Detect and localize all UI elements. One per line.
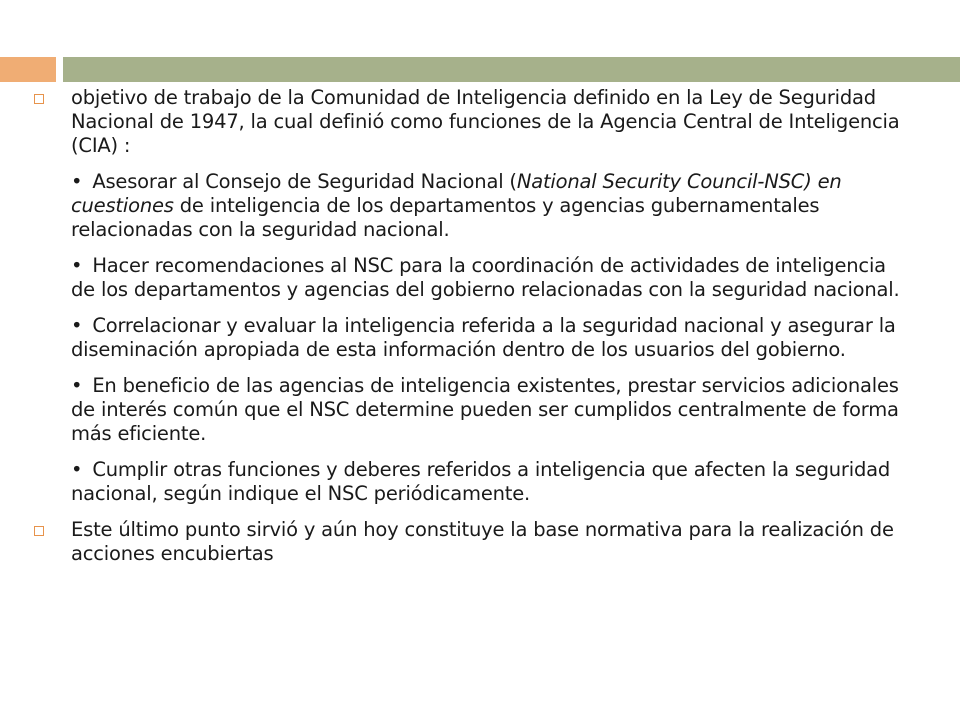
square-bullet-icon (34, 94, 44, 104)
dot-marker: • (71, 374, 83, 397)
sub-item-4 (34, 374, 914, 446)
sub-item-text: En beneficio de las agencias de inteligencia existentes, prestar servicios adicionales de interés común que el NSC determine pueden ser cumplidos centralmente de forma más eficiente. (71, 374, 899, 445)
bullet-item-1 (34, 86, 914, 158)
square-bullet-icon (34, 526, 44, 536)
dot-marker: • (71, 314, 83, 337)
sub-item-text-cont: de inteligencia de los departamentos y agencias gubernamentales relacionadas con la seguridad nacional. (71, 194, 820, 241)
sub-item-5 (34, 458, 914, 506)
slide-body (34, 86, 914, 566)
sub-item-text: Asesorar al Consejo de Seguridad Nacional ( (92, 170, 517, 193)
dot-marker: • (71, 458, 83, 481)
sub-item-text: Hacer recomendaciones al NSC para la coordinación de actividades de inteligencia de los departamentos y agencias del gobierno relacionadas con la seguridad nacional. (71, 254, 900, 301)
sub-item-1 (34, 170, 914, 242)
bullet-text: Este último punto sirvió y aún hoy constituye la base normativa para la realización de acciones encubiertas (71, 518, 894, 565)
bullet-item-2 (34, 518, 914, 566)
sub-item-3 (34, 314, 914, 362)
header-accent-green (63, 57, 960, 82)
sub-item-text: Correlacionar y evaluar la inteligencia referida a la seguridad nacional y asegurar la diseminación apropiada de esta información dentro de los usuarios del gobierno. (71, 314, 896, 361)
header-accent-orange (0, 57, 56, 82)
dot-marker: • (71, 254, 83, 277)
sub-item-2 (34, 254, 914, 302)
bullet-text: objetivo de trabajo de la Comunidad de Inteligencia definido en la Ley de Seguridad Nacional de 1947, la cual definió como funciones de la Agencia Central de Inteligencia (CIA) : (71, 86, 900, 157)
sub-item-italic-text: National Security Council-NSC) en cuestiones (71, 170, 842, 217)
dot-marker: • (71, 170, 83, 193)
sub-item-text: Cumplir otras funciones y deberes referidos a inteligencia que afecten la seguridad nacional, según indique el NSC periódicamente. (71, 458, 891, 505)
